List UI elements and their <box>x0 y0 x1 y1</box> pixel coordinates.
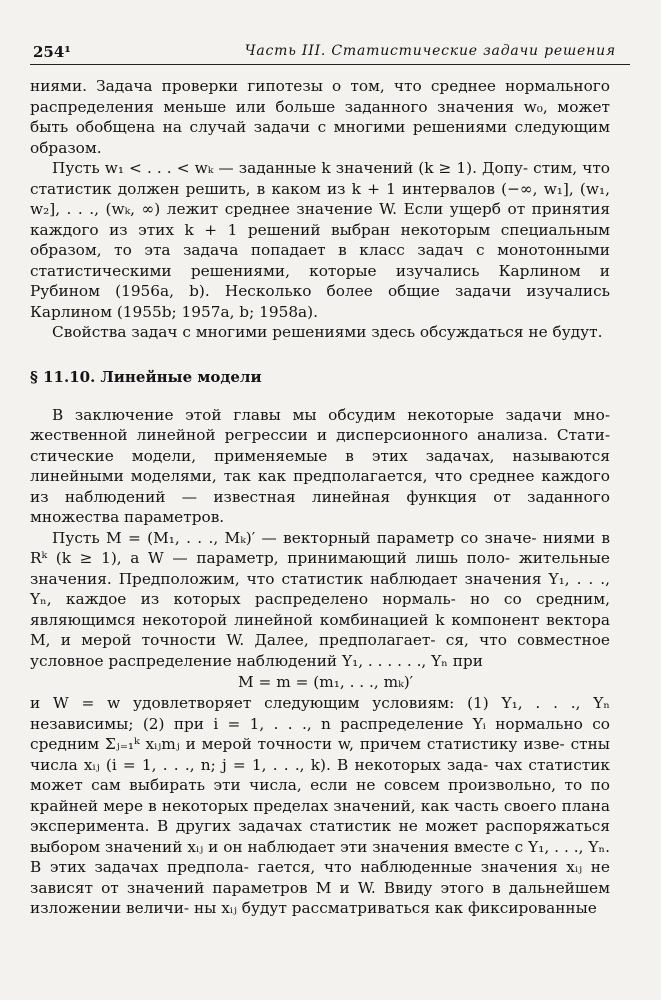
page-number: 254¹ <box>33 43 71 61</box>
text-line: независимы; (2) при i = 1, . . ., n распределение Yᵢ нормально <box>30 714 583 733</box>
display-formula: M = m = (m₁, . . ., mₖ)′ <box>238 673 414 691</box>
text-line: задач с монотонными статистическими решениями, которые <box>30 241 610 280</box>
text-line: Пусть M = (M₁, . . ., Mₖ)′ — векторный параметр со значе- <box>52 528 537 547</box>
paragraph <box>30 158 610 322</box>
text-line: будут. <box>552 323 603 341</box>
text-line: . . ., Yₙ при <box>397 651 483 670</box>
text-line: произвольно, то по крайней мере в некоторых пределах значений, <box>30 776 610 815</box>
text-line: и W = w удовлетворяет следующим условиям: (1) Y₁, . . ., Yₙ <box>30 694 610 712</box>
section-symbol: § <box>30 367 38 386</box>
text-line: ны xᵢⱼ будут рассматриваться как фиксированные <box>193 899 597 917</box>
text-line: линейными моделями, так как предполагается, что среднее каждого <box>30 467 610 485</box>
text-line: Пусть w₁ < . . . < wₖ — заданные k значений (k ≥ 1). Допу- <box>52 159 529 177</box>
page-header <box>30 40 630 65</box>
text-line: из наблюдений — известная линейная функция от заданного <box>30 487 610 506</box>
paragraph <box>30 76 610 158</box>
text-line: стические модели, применяемые в этих задачах, называются <box>30 446 610 465</box>
text-line: Свойства задач с многими решениями здесь обсуждаться не <box>52 323 548 341</box>
text-line: компонент вектора M, и мерой точности W. Далее, предполагает- <box>30 610 610 649</box>
paragraph <box>30 405 610 528</box>
text-line: общие задачи изучались Карлином (1955b; 1957a, b; 1958a). <box>30 282 610 321</box>
paragraph <box>30 322 610 343</box>
text-line: некоторым специальным образом, то эта задача попадает в класс <box>30 220 610 259</box>
text-block-top <box>30 76 610 343</box>
text-line: гается, что наблюденные значения xᵢⱼ не зависят от значений <box>30 858 610 897</box>
section-heading <box>30 367 610 387</box>
text-line: но со средним, являющимся некоторой линейной комбинацией k <box>30 590 610 629</box>
text-line: образом. <box>30 138 102 157</box>
running-title: Часть III. Статистические задачи решения <box>244 43 616 59</box>
text-line: множества параметров. <box>30 508 225 526</box>
text-line: В заключение этой главы мы обсудим некоторые задачи мно- <box>52 405 610 424</box>
text-line: ниями. Задача проверки гипотезы о том, что среднее нормального <box>30 77 610 95</box>
text-line: чах статистик может сам выбирать эти числа, если не совсем <box>30 755 610 794</box>
section-title: Линейные модели <box>100 367 262 386</box>
text-line: со средним Σⱼ₌₁ᵏ xᵢⱼmⱼ и мерой точности w, причем статистику изве- <box>30 714 610 753</box>
text-line: ниями в Rᵏ (k ≥ 1), а W — параметр, принимающий лишь поло- <box>30 528 610 567</box>
text-line: жественной линейной регрессии и дисперсионного анализа. Стати- <box>30 426 610 444</box>
text-line: параметров M и W. Ввиду этого в дальнейшем изложении величи- <box>30 878 610 917</box>
paragraph <box>30 528 610 672</box>
text-line: не может распоряжаться выбором значений xᵢⱼ и он наблюдает <box>30 817 610 856</box>
text-line: как часть своего плана эксперимента. В других задачах статистик <box>30 796 610 835</box>
text-line: изучались Карлином и Рубином (1956a, b). Несколько более <box>30 261 611 300</box>
text-block-middle <box>30 405 610 672</box>
text-line: распределения меньше или больше заданного значения w₀, может <box>30 97 610 116</box>
text-line: быть обобщена на случай задачи с многими решениями следующим <box>30 118 610 136</box>
text-line: значения Y₁, . . ., Yₙ, каждое из которых распределено нормаль- <box>30 569 610 608</box>
paragraph <box>30 693 610 919</box>
text-line: эти значения вместе с Y₁, . . ., Yₙ. В этих задачах предпола- <box>30 837 610 876</box>
text-line: стны числа xᵢⱼ (i = 1, . . ., n; j = 1, . . ., k). В некоторых зада- <box>30 735 610 774</box>
text-line: жительные значения. Предположим, что статистик наблюдает <box>30 549 610 588</box>
page-content <box>30 76 610 919</box>
section-number: 11.10. <box>43 367 96 386</box>
text-line: Если ущерб от принятия каждого из этих k + 1 решений выбран <box>30 200 610 239</box>
text-block-bottom <box>30 693 610 919</box>
text-line: ся, что совместное условное распределение наблюдений Y₁, . . . <box>30 631 610 670</box>
text-line: стим, что статистик должен решить, в каком из k + 1 интервалов <box>30 159 610 198</box>
text-line: (−∞, w₁], (w₁, w₂], . . ., (wₖ, ∞) лежит среднее значение W. <box>30 179 610 218</box>
